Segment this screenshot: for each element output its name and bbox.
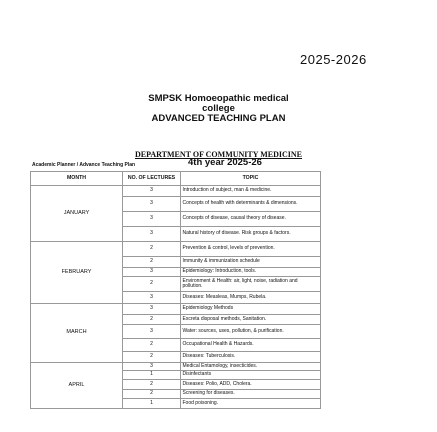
topic-cell: Disinfectants: [181, 371, 321, 380]
lectures-cell: 3: [123, 363, 181, 371]
table-row: [31, 304, 321, 315]
college-name-line1: SMPSK Homoeopathic medical: [148, 93, 289, 104]
topic-cell: Water: sources, uses, pollution, & purification.: [181, 325, 321, 339]
topic-cell: Food poisoning.: [181, 399, 321, 409]
topic-cell: Diseases: Tuberculosis.: [181, 352, 321, 363]
lectures-cell: 3: [123, 268, 181, 277]
topic-cell: Immunity & immunization schedule: [181, 257, 321, 268]
table-header-row: [31, 172, 321, 186]
lectures-cell: 1: [123, 399, 181, 409]
topic-cell: Screening for diseases.: [181, 390, 321, 399]
table-row: [31, 363, 321, 371]
year-label: 4th year 2025-26: [188, 157, 262, 168]
month-cell-january: JANUARY: [31, 186, 123, 242]
lectures-cell: 2: [123, 380, 181, 390]
topic-cell: Epidemiology Methods: [181, 304, 321, 315]
table-row: [31, 242, 321, 257]
lectures-cell: 3: [123, 212, 181, 227]
teaching-plan-table: [30, 171, 321, 409]
topic-cell: Concepts of health with determinants & dimensions.: [181, 197, 321, 212]
topic-cell: Introduction of subject, man & medicine.: [181, 186, 321, 197]
table-row: [31, 186, 321, 197]
lectures-cell: 2: [123, 352, 181, 363]
topic-cell: Concepts of disease, causal theory of disease.: [181, 212, 321, 227]
lectures-cell: 1: [123, 371, 181, 380]
topic-cell: Excreta disposal methods, Sanitation.: [181, 315, 321, 325]
topic-cell: Diseases: Polio, ADD, Cholera.: [181, 380, 321, 390]
topic-header: TOPIC: [181, 172, 321, 186]
plan-title: ADVANCED TEACHING PLAN: [151, 113, 286, 124]
lectures-cell: 2: [123, 339, 181, 352]
lectures-cell: 3: [123, 227, 181, 242]
lectures-cell: 2: [123, 257, 181, 268]
topic-cell: Environment & Health: air, light, noise, radiation and pollution.: [181, 277, 321, 292]
topic-cell: Diseases: Measleas, Mumps, Rubela.: [181, 292, 321, 304]
month-cell-february: FEBRUARY: [31, 242, 123, 304]
department-title: DEPARTMENT OF COMMUNITY MEDICINE: [134, 150, 303, 159]
topic-cell: Occupational Health & Hazards.: [181, 339, 321, 352]
topic-cell: Natural history of disease. Risk groups & factors.: [181, 227, 321, 242]
month-header: MONTH: [31, 172, 123, 186]
lectures-cell: 3: [123, 325, 181, 339]
lectures-cell: 3: [123, 304, 181, 315]
lectures-header: NO. OF LECTURES: [123, 172, 181, 186]
lectures-cell: 3: [123, 186, 181, 197]
month-cell-march: MARCH: [31, 304, 123, 363]
lectures-cell: 2: [123, 390, 181, 399]
academic-year: 2025-2026: [300, 52, 367, 67]
topic-cell: Medical Entamology, insecticides.: [181, 363, 321, 371]
planner-label: Academic Planner / Advance Teaching Plan: [32, 162, 136, 168]
month-cell-april: APRIL: [31, 363, 123, 409]
topic-cell: Prevention & control, levels of prevention.: [181, 242, 321, 257]
lectures-cell: 2: [123, 242, 181, 257]
lectures-cell: 3: [123, 292, 181, 304]
lectures-cell: 2: [123, 277, 181, 292]
lectures-cell: 3: [123, 197, 181, 212]
lectures-cell: 2: [123, 315, 181, 325]
college-name-line2: college: [202, 103, 235, 114]
topic-cell: Epidemiology: Introduction, tools.: [181, 268, 321, 277]
